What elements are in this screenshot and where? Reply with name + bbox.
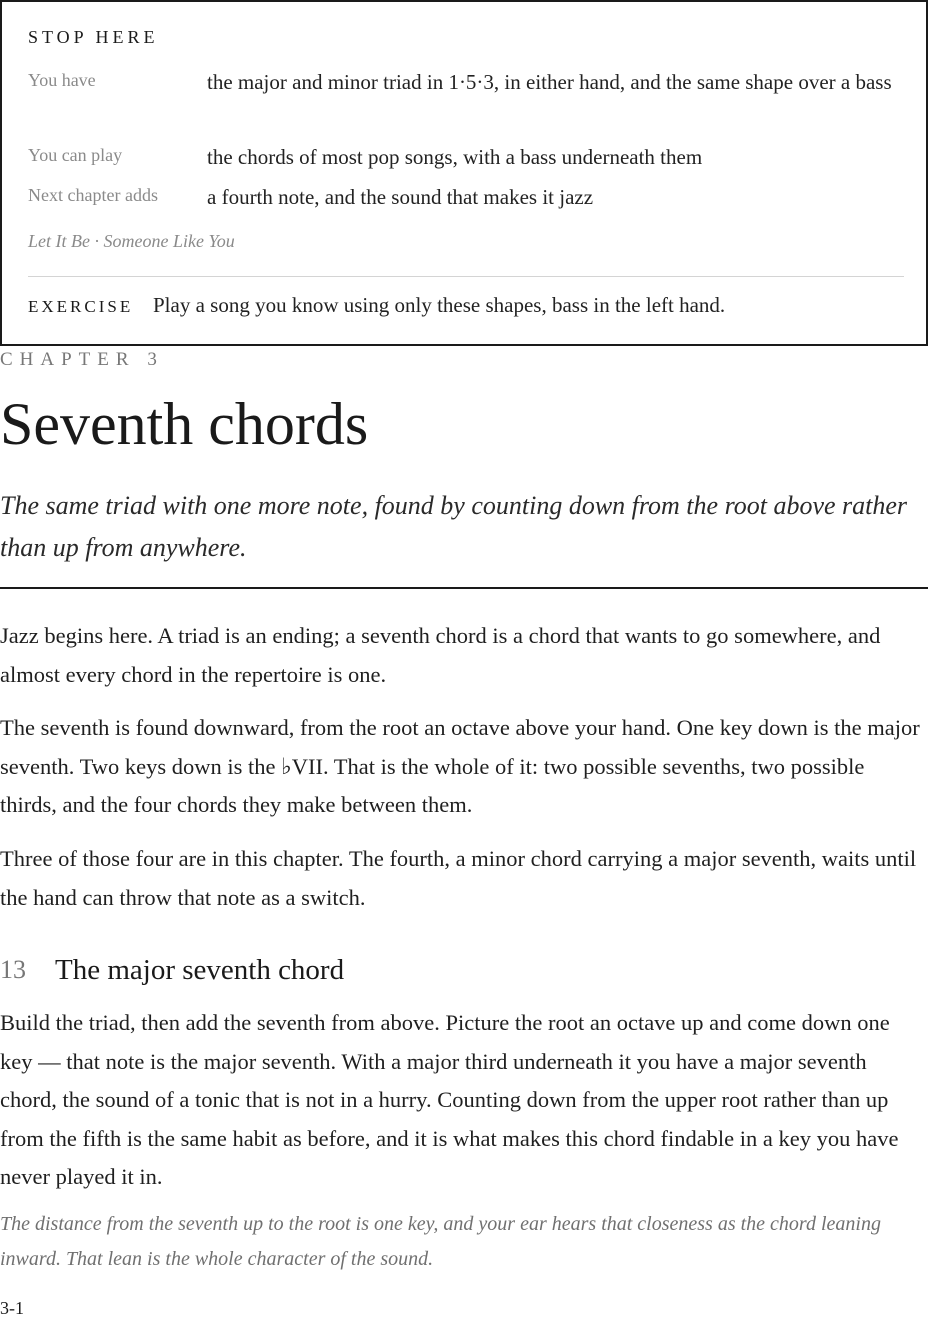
chapter-divider	[0, 587, 928, 589]
stop-row-value-next-chapter: a fourth note, and the sound that makes it jazz	[207, 185, 594, 209]
stop-here-box	[0, 0, 928, 346]
exercise-label: EXERCISE	[28, 297, 134, 316]
stop-here-title: STOP HERE	[28, 27, 159, 47]
stop-row-label-next-chapter: Next chapter adds	[28, 185, 158, 205]
exercise-text: Play a song you know using only these shapes, bass in the left hand.	[153, 293, 726, 317]
chapter-title: Seventh chords	[0, 391, 369, 457]
stop-divider	[28, 276, 904, 277]
intro-paragraph-2: The seventh is found downward, from the root an octave above your hand. One key down is the major seventh. Two keys down is the ♭VII. That is the whole of it: two possible sevenths, two possible thirds, and the four chords they make between them.	[0, 715, 920, 817]
section-number: 13	[0, 955, 26, 984]
stop-row-label-you-have: You have	[28, 70, 96, 90]
stop-row-value-you-have: the major and minor triad in 1·5·3, in either hand, and the same shape over a bass	[207, 70, 892, 94]
chapter-subtitle: The same triad with one more note, found by counting down from the root above rather than up from anywhere.	[0, 491, 908, 562]
chapter-label: CHAPTER 3	[0, 349, 164, 370]
intro-paragraph-1: Jazz begins here. A triad is an ending; a seventh chord is a chord that wants to go somewhere, and almost every chord in the repertoire is one.	[0, 623, 881, 687]
song-list: Let It Be · Someone Like You	[28, 231, 235, 251]
page-number: 3-1	[0, 1298, 24, 1318]
section-body: Build the triad, then add the seventh from above. Picture the root an octave up and come down one key — that note is the major seventh. With a major third underneath it you have a major seventh chord, the sound of a tonic that is not in a hurry. Counting down from the upper root rather than up from the fifth is the same habit as before, and it is what makes this chord findable in a key you have never played it in.	[0, 1010, 899, 1189]
section-note: The distance from the seventh up to the root is one key, and your ear hears that closeness as the chord leaning inward. That lean is the whole character of the sound.	[0, 1213, 881, 1270]
section-title: The major seventh chord	[55, 954, 345, 986]
intro-paragraph-3: Three of those four are in this chapter. The fourth, a minor chord carrying a major seventh, waits until the hand can throw that note as a switch.	[0, 846, 917, 910]
stop-row-label-you-can-play: You can play	[28, 145, 123, 165]
stop-row-value-you-can-play: the chords of most pop songs, with a bass underneath them	[207, 145, 703, 169]
